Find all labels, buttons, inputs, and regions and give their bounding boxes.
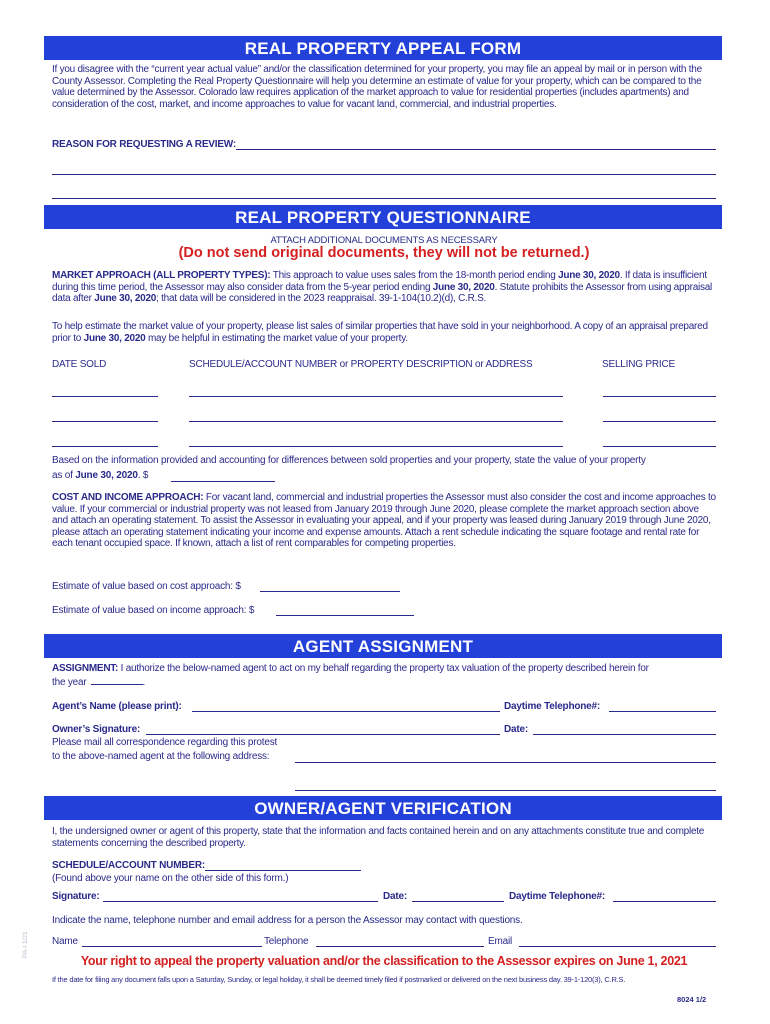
price-line-1[interactable] xyxy=(603,396,716,397)
signature-label: Signature: xyxy=(52,891,100,902)
schedule-label: SCHEDULE/ACCOUNT NUMBER: xyxy=(52,860,205,871)
cost-estimate-line[interactable] xyxy=(260,591,400,592)
appeal-form-title: REAL PROPERTY APPEAL FORM xyxy=(244,39,522,58)
market-text-1: This approach to value uses sales from the 18-month period ending xyxy=(270,270,559,281)
help-date: June 30, 2020 xyxy=(83,332,146,344)
value-statement-1: Based on the information provided and accounting for differences between sold properties and your property, state the value of your property xyxy=(52,455,646,466)
income-estimate-line[interactable] xyxy=(276,615,414,616)
agent-phone-line[interactable] xyxy=(609,711,716,712)
agent-address-line-2[interactable] xyxy=(295,790,716,791)
price-line-2[interactable] xyxy=(603,421,716,422)
schedule-line-2[interactable] xyxy=(189,421,563,422)
market-text-3: . Statute prohibits the Assessor from using appraisal data after xyxy=(52,281,713,304)
mail-text-1: Please mail all correspondence regarding this protest xyxy=(52,737,278,748)
cost-income-paragraph xyxy=(52,492,716,550)
agent-address-line-1[interactable] xyxy=(295,762,716,763)
cost-income-label: COST AND INCOME APPROACH: xyxy=(52,492,204,503)
verification-date-line[interactable] xyxy=(412,901,504,902)
verification-statement: I, the undersigned owner or agent of this property, state that the information and facts contained herein and on any attachments constitute true and complete statements concerning the described property. xyxy=(52,826,705,849)
cost-estimate-label: Estimate of value based on cost approach: $ xyxy=(52,581,241,592)
schedule-number-line[interactable] xyxy=(205,870,361,871)
value-text-3: . $ xyxy=(137,470,149,481)
attach-note: ATTACH ADDITIONAL DOCUMENTS AS NECESSARY xyxy=(270,235,498,246)
verification-title: OWNER/AGENT VERIFICATION xyxy=(254,799,512,818)
reason-line-3[interactable] xyxy=(52,198,716,199)
appeal-intro: If you disagree with the “current year actual value” and/or the classification determined for your property, you may file an appeal by mail or in person with the County Assessor. Completing the Real Property Questionnaire will help you determine an estimate of value for your property, which can be compared to the value determined by the Assessor. Colorado law requires application of the market approach to value for residential properties (includes apartments) and consideration of the cost, market, and income approaches to value for vacant land, commercial, and industrial properties. xyxy=(52,64,702,110)
agent-assignment-title: AGENT ASSIGNMENT xyxy=(292,637,474,656)
market-date-3: June 30, 2020 xyxy=(94,293,157,304)
income-estimate-label: Estimate of value based on income approach: $ xyxy=(52,605,255,616)
owner-signature-line[interactable] xyxy=(146,734,500,735)
market-approach-paragraph xyxy=(52,270,716,305)
year-text: the year xyxy=(52,677,87,688)
value-text-2: as of xyxy=(52,470,76,481)
market-date-1: June 30, 2020 xyxy=(558,270,620,281)
deadline-notice: Your right to appeal the property valuation and/or the classification to the Assessor expires on June 1, 2021 xyxy=(80,954,688,968)
agent-name-label: Agent’s Name (please print): xyxy=(52,701,182,712)
value-date: June 30, 2020 xyxy=(75,470,138,481)
date-sold-line-1[interactable] xyxy=(52,396,158,397)
col-selling-price: SELLING PRICE xyxy=(602,359,675,370)
help-text-1: To help estimate the market value of your property, please list sales of similar properties that have sold in your neighborhood. A copy of an appraisal prepared prior to xyxy=(52,321,708,344)
reason-line-1[interactable] xyxy=(236,149,716,150)
year-row xyxy=(52,677,716,688)
form-number: 8024 1/2 xyxy=(677,995,707,1004)
cost-income-text: For vacant land, commercial and industrial properties the Assessor must also consider the cost and income approaches to value. If your commercial or industrial property was not leased from January 2019 through June 2020, please complete the market approach section above and attach an operating statement. To assist the Assessor in evaluating your appeal, and if your property was leased during January 2019 through June 2020, please attach an operating statement indicating your income and expense amounts. Attach a rent schedule indicating the square footage and rental rate for each tenant occupied space. If known, attach a list of rent comparables for competing properties. xyxy=(52,492,716,549)
market-text-2: . If data is insufficient during this time period, the Assessor may also consider data from the 5-year period ending xyxy=(52,270,707,293)
contact-email-label: Email xyxy=(488,936,513,947)
value-amount-line[interactable] xyxy=(171,481,275,482)
assignment-label: ASSIGNMENT: xyxy=(52,663,119,674)
contact-email-line[interactable] xyxy=(519,946,716,947)
agent-assignment-banner xyxy=(44,634,722,658)
reason-label: REASON FOR REQUESTING A REVIEW: xyxy=(52,139,237,150)
schedule-line-1[interactable] xyxy=(189,396,563,397)
verification-date-label: Date: xyxy=(383,891,408,902)
help-text-2: may be helpful in estimating the market value of your property. xyxy=(145,332,408,344)
col-schedule: SCHEDULE/ACCOUNT NUMBER or PROPERTY DESCRIPTION or ADDRESS xyxy=(189,359,533,370)
assignment-paragraph xyxy=(52,663,716,675)
mail-text-2: to the above-named agent at the following address: xyxy=(52,751,270,762)
contact-telephone-label: Telephone xyxy=(264,936,309,947)
verification-phone-label: Daytime Telephone#: xyxy=(509,891,606,902)
contact-name-label: Name xyxy=(52,936,78,947)
holiday-note: If the date for filing any document falls upon a Saturday, Sunday, or legal holiday, it shall be deemed timely filed if postmarked or delivered on the next business day. 39-1-120(3), C.R.S. xyxy=(52,975,626,984)
market-date-2: June 30, 2020 xyxy=(432,281,495,293)
verification-phone-line[interactable] xyxy=(613,901,716,902)
date-sold-line-3[interactable] xyxy=(52,446,158,447)
warning-text: (Do not send original documents, they will not be returned.) xyxy=(178,245,590,261)
year-line[interactable] xyxy=(91,684,143,685)
market-approach-label: MARKET APPROACH (ALL PROPERTY TYPES): xyxy=(52,270,271,281)
questionnaire-banner xyxy=(44,205,722,229)
price-line-3[interactable] xyxy=(603,446,716,447)
date-sold-line-2[interactable] xyxy=(52,421,158,422)
signature-line[interactable] xyxy=(103,901,378,902)
agent-date-label: Date: xyxy=(504,724,529,735)
agent-phone-label: Daytime Telephone#: xyxy=(504,701,601,712)
market-text-4: ; that data will be considered in the 2023 reappraisal. 39-1-104(10.2)(d), C.R.S. xyxy=(156,293,487,304)
appeal-form-banner xyxy=(44,36,722,60)
assignment-text: I authorize the below-named agent to act on my behalf regarding the property tax valuation of the property described herein for xyxy=(118,663,649,674)
found-note: (Found above your name on the other side of this form.) xyxy=(52,873,289,884)
contact-name-line[interactable] xyxy=(82,946,262,947)
col-date-sold: DATE SOLD xyxy=(52,359,107,370)
help-paragraph xyxy=(52,321,716,344)
schedule-line-3[interactable] xyxy=(189,446,563,447)
agent-name-line[interactable] xyxy=(192,711,500,712)
side-code: PA-I 1/21 xyxy=(22,931,29,958)
year-end: . xyxy=(142,677,146,688)
verification-banner xyxy=(44,796,722,820)
contact-text: Indicate the name, telephone number and email address for a person the Assessor may contact with questions. xyxy=(52,915,523,926)
reason-line-2[interactable] xyxy=(52,174,716,175)
owner-signature-label: Owner’s Signature: xyxy=(52,724,141,735)
value-statement-2 xyxy=(52,470,716,481)
agent-date-line[interactable] xyxy=(533,734,716,735)
contact-telephone-line[interactable] xyxy=(316,946,484,947)
questionnaire-title: REAL PROPERTY QUESTIONNAIRE xyxy=(235,208,531,227)
